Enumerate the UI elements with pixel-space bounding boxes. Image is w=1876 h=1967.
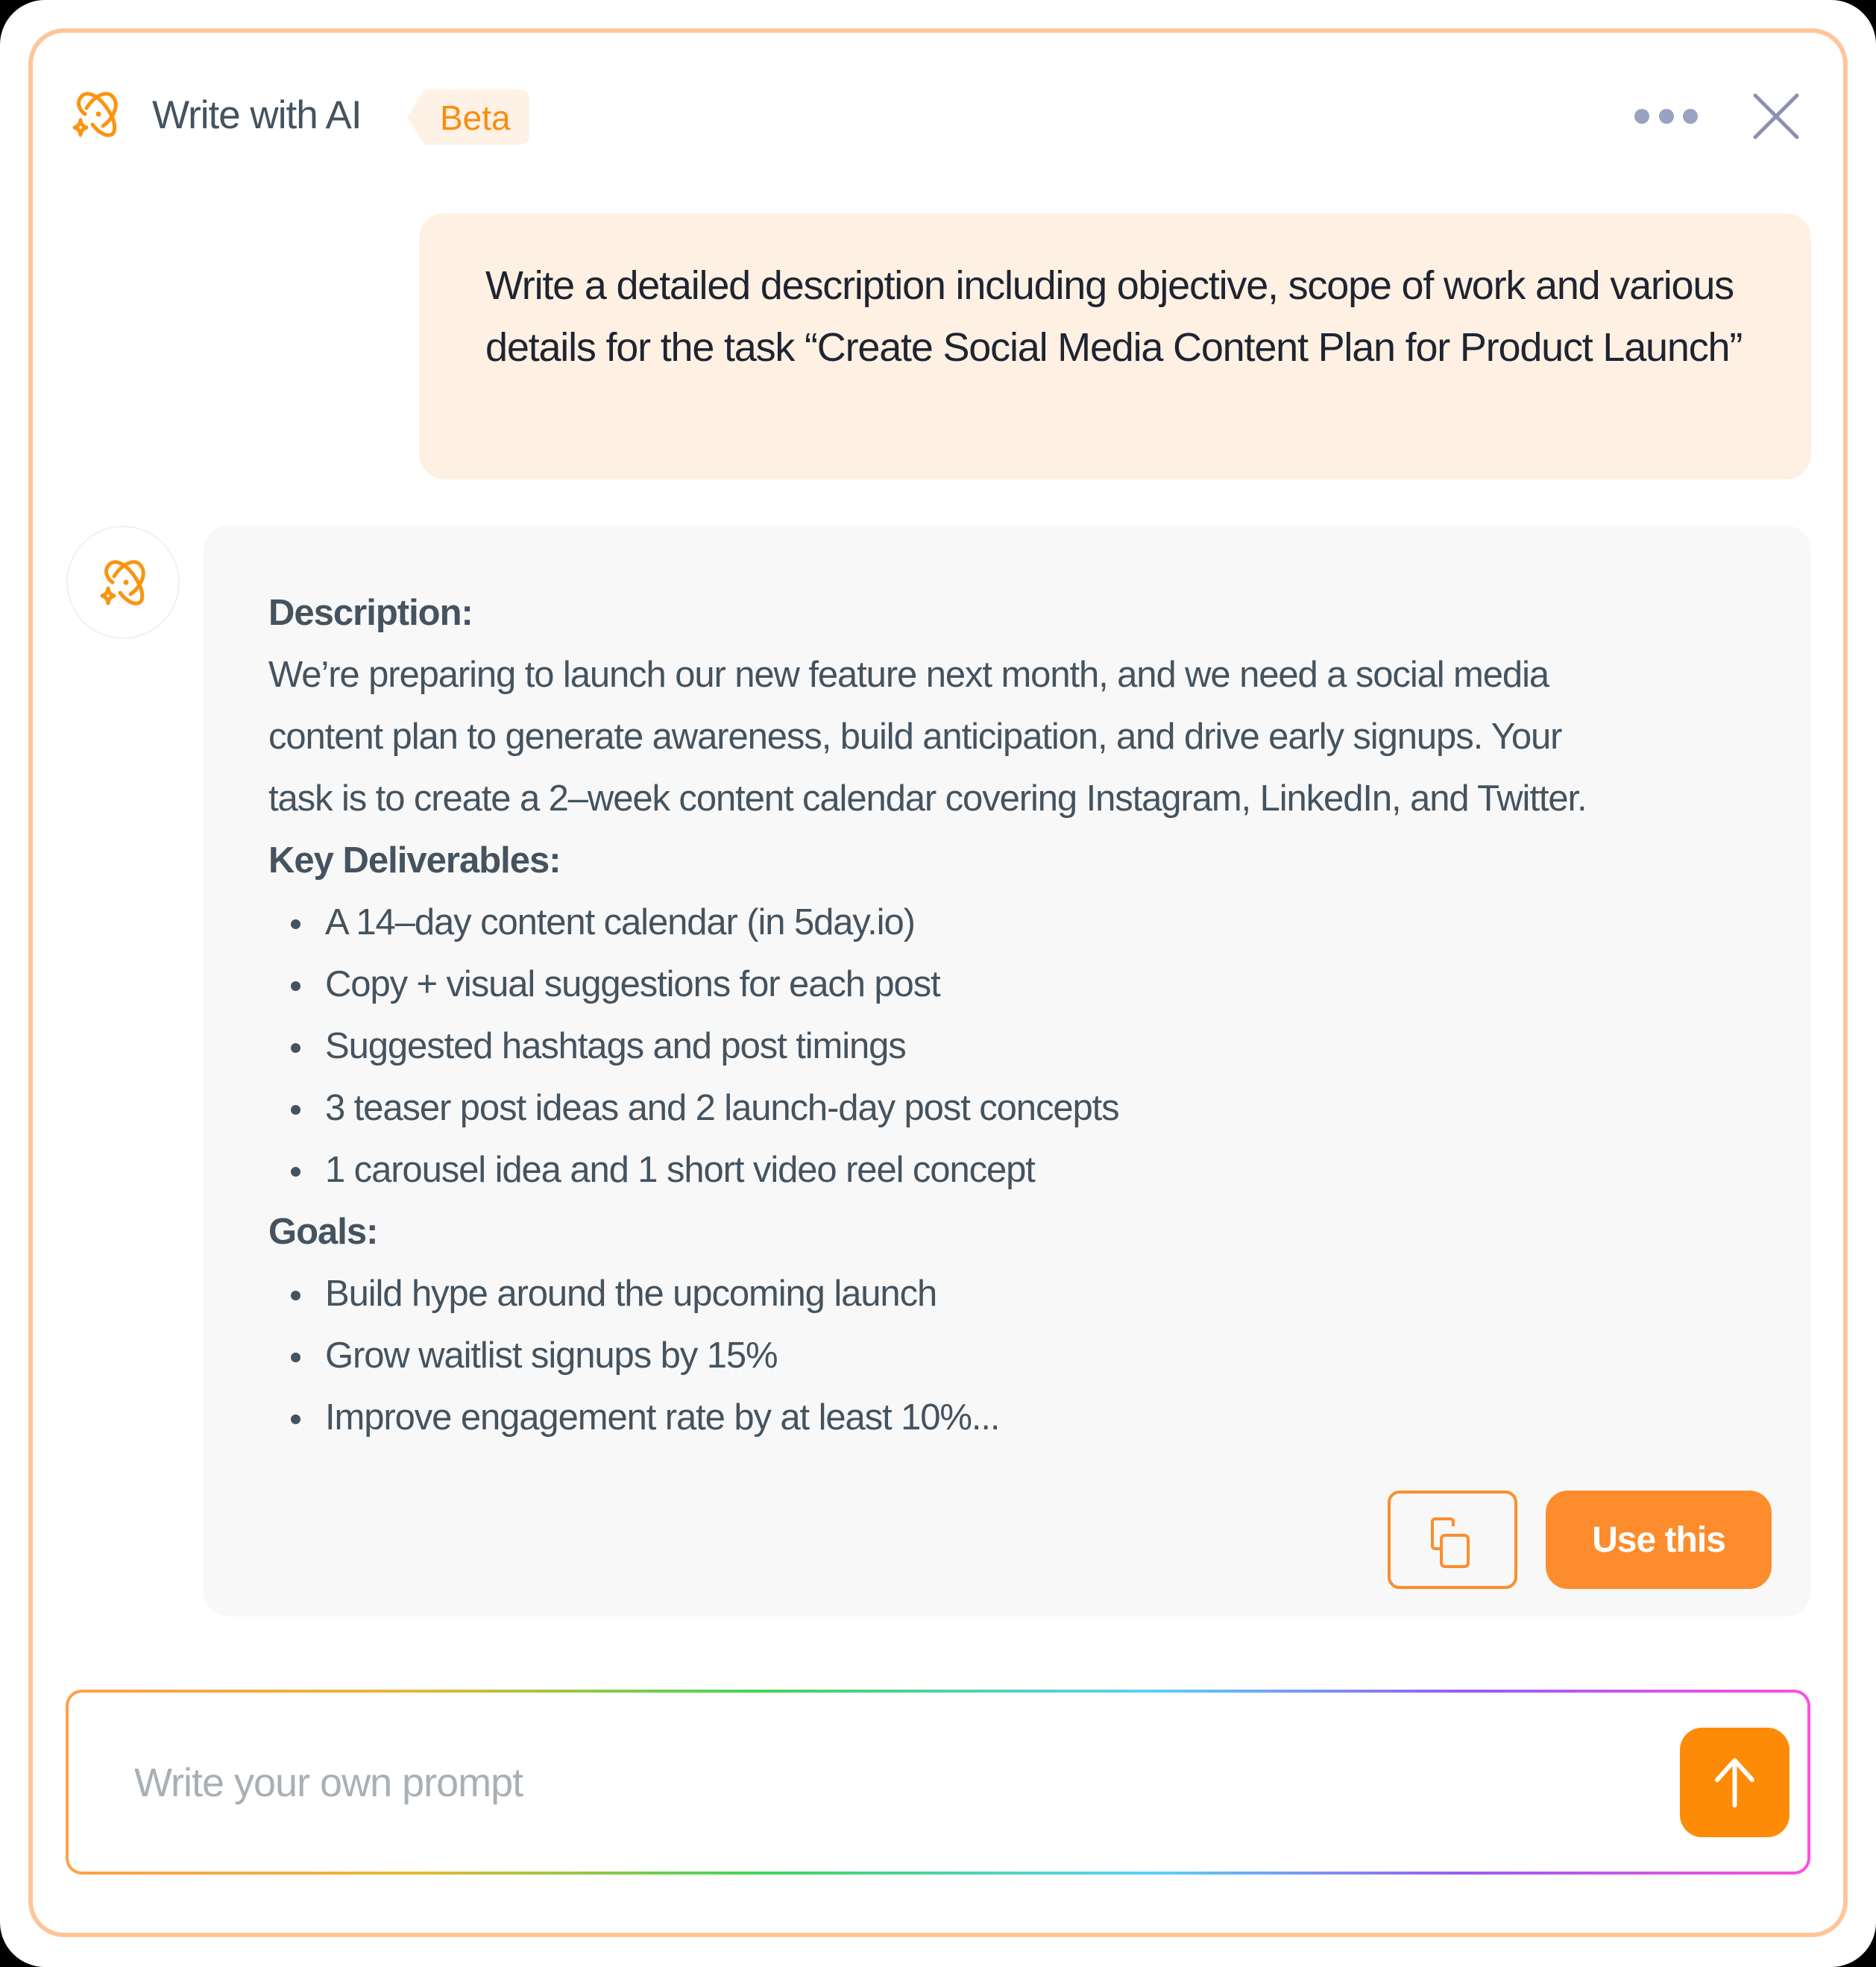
close-icon[interactable] xyxy=(1748,89,1804,143)
list-item xyxy=(268,1077,1781,1139)
prompt-input[interactable] xyxy=(133,1737,1627,1828)
assistant-avatar xyxy=(66,526,180,639)
list-item xyxy=(268,1387,1781,1449)
more-options-button[interactable] xyxy=(1628,97,1705,136)
use-this-button[interactable]: Use this xyxy=(1546,1491,1772,1589)
arrow-up-icon xyxy=(1707,1754,1763,1810)
bullet-icon xyxy=(291,1353,300,1362)
bullet-icon xyxy=(291,1291,300,1300)
description-line: We’re preparing to launch our new feature next month, and we need a social media xyxy=(268,655,1549,695)
description-line: content plan to generate awareness, build anticipation, and drive early signups. Your xyxy=(268,717,1562,757)
bullet-icon xyxy=(291,1105,300,1115)
deliverables-heading: Key Deliverables: xyxy=(268,840,561,881)
list-item-text: Copy + visual suggestions for each post xyxy=(325,964,940,1004)
ai-atom-sparkle-icon xyxy=(98,557,151,611)
list-item-text: Suggested hashtags and post timings xyxy=(325,1026,906,1066)
list-item xyxy=(268,954,1781,1016)
list-item-text: A 14–day content calendar (in 5day.io) xyxy=(325,902,915,942)
list-item xyxy=(268,1325,1781,1387)
panel-title: Write with AI xyxy=(152,93,362,137)
more-horizontal-icon-dot xyxy=(1683,109,1698,124)
list-item xyxy=(268,892,1781,954)
prompt-input-inner xyxy=(69,1693,1807,1872)
goals-heading: Goals: xyxy=(268,1212,378,1252)
goals-list xyxy=(268,1263,1781,1449)
more-horizontal-icon-dot xyxy=(1659,109,1674,124)
send-button[interactable] xyxy=(1680,1728,1790,1837)
assistant-response-card xyxy=(204,526,1811,1617)
list-item-text: 1 carousel idea and 1 short video reel concept xyxy=(325,1150,1035,1190)
copy-icon xyxy=(1425,1514,1482,1571)
list-item-text: Build hype around the upcoming launch xyxy=(325,1274,937,1314)
list-item xyxy=(268,1016,1781,1077)
bullet-icon xyxy=(291,1167,300,1177)
bullet-icon xyxy=(291,1043,300,1053)
description-heading: Description: xyxy=(268,593,473,633)
description-line: task is to create a 2–week content calendar covering Instagram, LinkedIn, and Twitter. xyxy=(268,778,1587,819)
user-message-text: Write a detailed description including objective, scope of work and various details for the task “Create Social Media Content Plan for Product Launch” xyxy=(485,263,1743,370)
list-item-text: Improve engagement rate by at least 10%... xyxy=(325,1397,1000,1438)
prompt-input-container xyxy=(66,1690,1810,1875)
list-item xyxy=(268,1263,1781,1325)
bullet-icon xyxy=(291,1414,300,1424)
ai-atom-sparkle-icon xyxy=(70,89,124,142)
list-item xyxy=(268,1139,1781,1201)
user-message-bubble xyxy=(419,213,1811,479)
bullet-icon xyxy=(291,981,300,991)
beta-badge-label: Beta xyxy=(440,98,511,137)
more-horizontal-icon xyxy=(1634,109,1649,124)
list-item-text: Grow waitlist signups by 15% xyxy=(325,1335,778,1376)
copy-button[interactable] xyxy=(1388,1491,1517,1589)
bullet-icon xyxy=(291,919,300,929)
deliverables-list xyxy=(268,892,1781,1201)
list-item-text: 3 teaser post ideas and 2 launch-day post concepts xyxy=(325,1088,1119,1128)
